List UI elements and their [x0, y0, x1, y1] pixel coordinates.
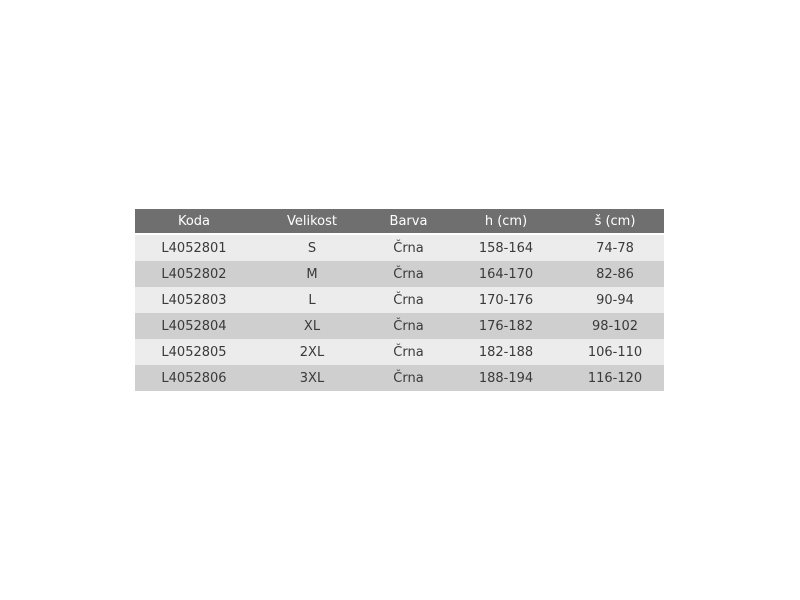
size-table [135, 209, 664, 391]
cell-koda: L4052805 [135, 339, 253, 365]
header-barva: Barva [371, 209, 446, 234]
cell-height: 158-164 [446, 234, 566, 261]
cell-koda: L4052806 [135, 365, 253, 391]
cell-width: 116-120 [566, 365, 664, 391]
cell-koda: L4052802 [135, 261, 253, 287]
cell-velikost: 2XL [253, 339, 371, 365]
cell-velikost: XL [253, 313, 371, 339]
cell-velikost: L [253, 287, 371, 313]
cell-koda: L4052803 [135, 287, 253, 313]
cell-velikost: S [253, 234, 371, 261]
table-row [135, 365, 664, 391]
cell-height: 164-170 [446, 261, 566, 287]
cell-width: 74-78 [566, 234, 664, 261]
table-row [135, 261, 664, 287]
cell-barva: Črna [371, 287, 446, 313]
cell-velikost: M [253, 261, 371, 287]
table-row [135, 313, 664, 339]
cell-koda: L4052801 [135, 234, 253, 261]
cell-barva: Črna [371, 261, 446, 287]
header-koda: Koda [135, 209, 253, 234]
cell-height: 182-188 [446, 339, 566, 365]
cell-width: 98-102 [566, 313, 664, 339]
header-height: h (cm) [446, 209, 566, 234]
table-row [135, 234, 664, 261]
cell-height: 176-182 [446, 313, 566, 339]
cell-velikost: 3XL [253, 365, 371, 391]
cell-barva: Črna [371, 339, 446, 365]
table-row [135, 339, 664, 365]
table-row [135, 287, 664, 313]
cell-barva: Črna [371, 365, 446, 391]
cell-width: 90-94 [566, 287, 664, 313]
header-width: š (cm) [566, 209, 664, 234]
cell-height: 170-176 [446, 287, 566, 313]
cell-koda: L4052804 [135, 313, 253, 339]
cell-width: 82-86 [566, 261, 664, 287]
cell-width: 106-110 [566, 339, 664, 365]
cell-height: 188-194 [446, 365, 566, 391]
table-header-row [135, 209, 664, 234]
cell-barva: Črna [371, 234, 446, 261]
cell-barva: Črna [371, 313, 446, 339]
header-velikost: Velikost [253, 209, 371, 234]
